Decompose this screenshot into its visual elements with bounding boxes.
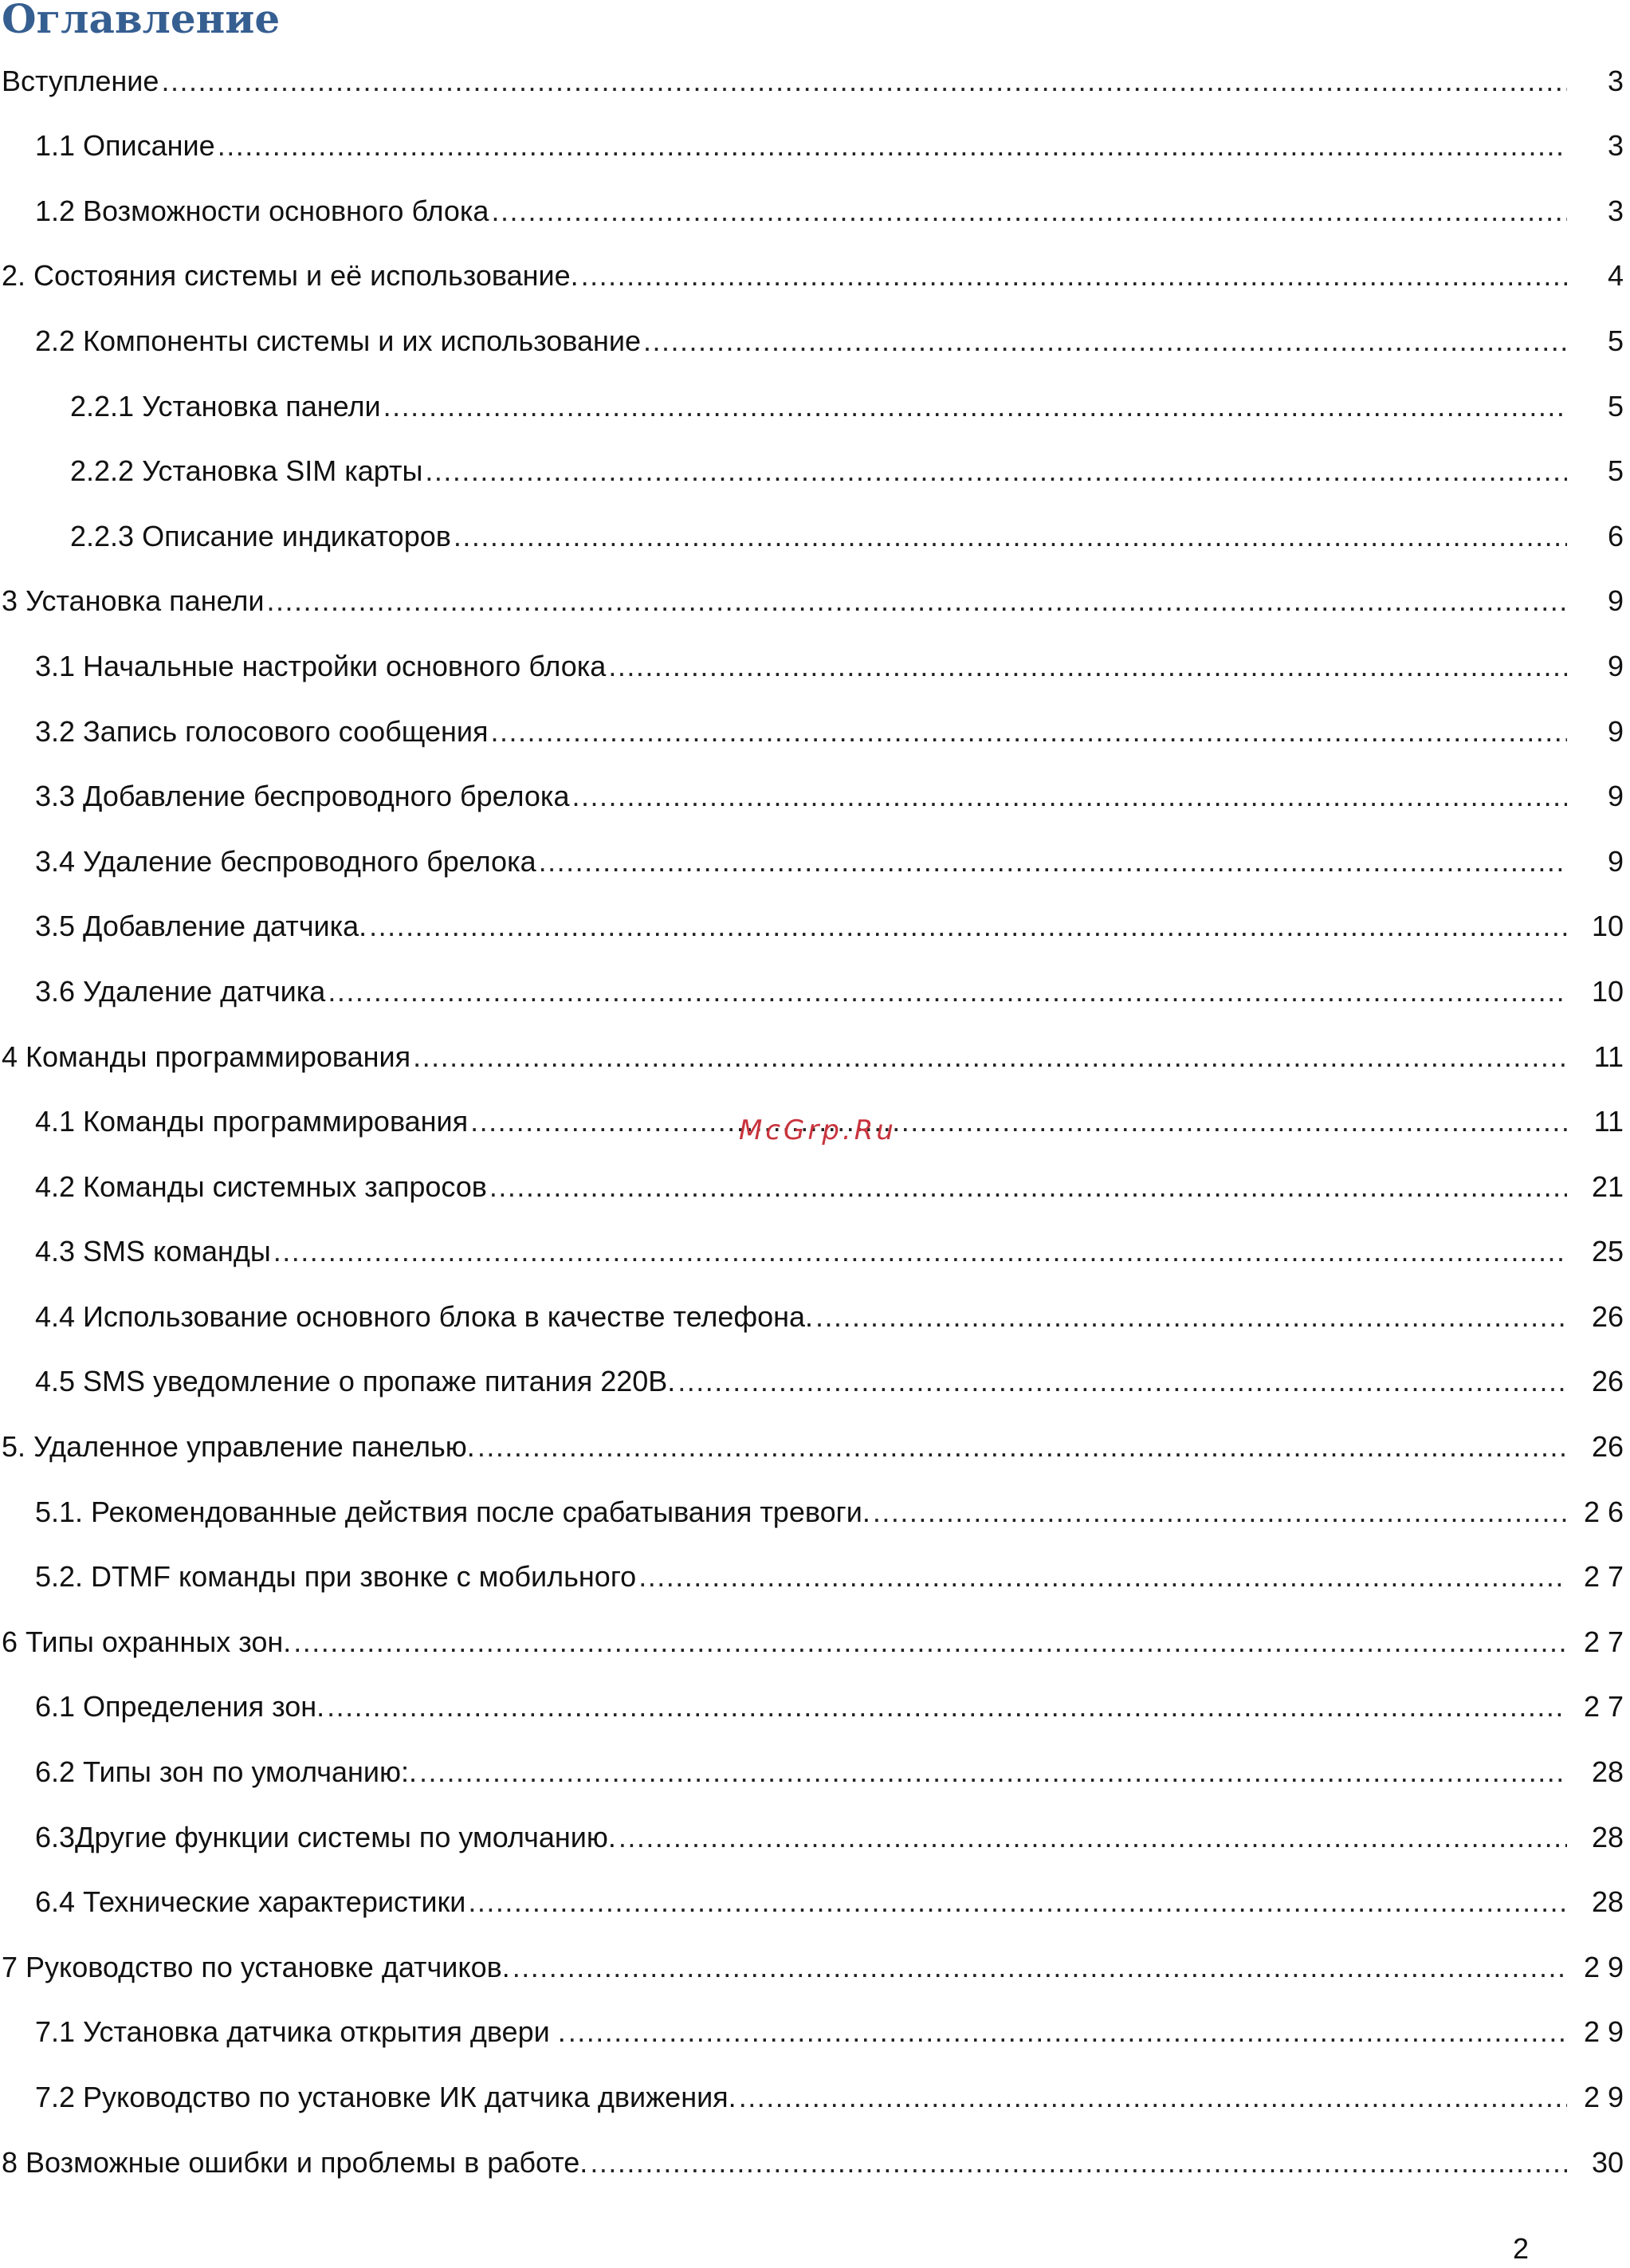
dot-leader — [513, 1950, 1567, 1985]
toc-entry-page: 3 — [1607, 64, 1624, 97]
dot-leader — [419, 1755, 1567, 1790]
dot-leader — [638, 1559, 1567, 1594]
toc-entry[interactable] — [0, 112, 1630, 177]
toc-entry-page: 28 — [1591, 1755, 1624, 1789]
toc-entry-page: 21 — [1591, 1169, 1624, 1203]
dot-leader — [470, 1104, 1567, 1139]
page-number: 2 — [1513, 2232, 1530, 2265]
toc-entry-page: 9 — [1607, 714, 1624, 748]
toc-entry-title: Вступление — [2, 64, 159, 97]
toc-entry-title: 2.2.2 Установка SIM карты — [70, 454, 423, 488]
toc-entry[interactable] — [0, 1932, 1630, 1998]
toc-entry-title: 7 Руководство по установке датчиков. — [2, 1950, 510, 1983]
toc-entry[interactable] — [0, 1282, 1630, 1347]
toc-entry-page: 10 — [1591, 974, 1624, 1008]
toc-entry-page: 26 — [1591, 1430, 1624, 1464]
toc-entry-page: 2 7 — [1583, 1625, 1624, 1658]
toc-entry-page: 4 — [1607, 259, 1624, 293]
dot-leader — [590, 2145, 1567, 2180]
toc-entry-page: 11 — [1593, 1040, 1624, 1073]
dot-leader — [413, 1040, 1567, 1075]
toc-entry-page: 2 9 — [1583, 2081, 1624, 2113]
toc-entry-title: 7.1 Установка датчика открытия двери . — [35, 2015, 566, 2049]
dot-leader — [815, 1299, 1567, 1334]
toc-entry-page: 9 — [1607, 780, 1624, 813]
dot-leader — [678, 1364, 1567, 1399]
toc-entry-page: 5 — [1607, 324, 1624, 357]
dot-leader — [539, 844, 1567, 879]
toc-entry-title: 4.2 Команды системных запросов — [35, 1169, 487, 1203]
toc-entry-title: 3.4 Удаление беспроводного брелока — [35, 844, 536, 878]
toc-entry-title: 2. Состояния системы и её использование. — [2, 259, 579, 293]
toc-entry-title: 3.5 Добавление датчика. — [35, 910, 367, 943]
toc-entry[interactable] — [0, 1543, 1630, 1608]
toc-entry[interactable] — [0, 1998, 1630, 2063]
toc-entry[interactable] — [0, 242, 1630, 307]
toc-entry[interactable] — [0, 176, 1630, 242]
dot-leader — [293, 1625, 1567, 1660]
dot-leader — [619, 1820, 1567, 1855]
dot-leader — [489, 1169, 1567, 1205]
toc-entry-title: 6 Типы охранных зон. — [2, 1625, 292, 1658]
dot-leader — [491, 194, 1567, 229]
toc-entry[interactable] — [0, 306, 1630, 371]
toc-entry-page: 25 — [1591, 1235, 1624, 1268]
toc-entry-title: 3.2 Запись голосового сообщения — [35, 714, 489, 748]
toc-entry-page: 2 6 — [1583, 1495, 1624, 1528]
toc-entry-page: 26 — [1591, 1365, 1624, 1398]
toc-entry-page: 5 — [1607, 454, 1624, 488]
toc-entry[interactable] — [0, 827, 1630, 892]
dot-leader — [454, 519, 1567, 554]
dot-leader — [477, 1429, 1567, 1464]
toc-entry-page: 28 — [1591, 1820, 1624, 1853]
toc-entry-page: 9 — [1607, 844, 1624, 878]
toc-entry-page: 6 — [1607, 519, 1624, 552]
toc-entry-title: 2.2.1 Установка панели — [70, 389, 381, 423]
toc-entry[interactable] — [0, 437, 1630, 502]
dot-leader — [581, 258, 1567, 293]
toc-entry-page: 11 — [1593, 1105, 1624, 1138]
dot-leader — [328, 974, 1567, 1009]
toc-entry[interactable] — [0, 1022, 1630, 1087]
toc-entry-title: 5.2. DTMF команды при звонке с мобильного — [35, 1560, 637, 1594]
toc-entry-title: 7.2 Руководство по установке ИК датчика движения. — [35, 2081, 736, 2113]
toc-entry-title: 2.2.3 Описание индикаторов — [70, 519, 451, 552]
dot-leader — [643, 324, 1567, 359]
toc-entry-title: 8 Возможные ошибки и проблемы в работе. — [2, 2145, 588, 2179]
toc-entry[interactable] — [0, 567, 1630, 632]
toc-entry[interactable] — [0, 501, 1630, 567]
toc-entry-page: 2 7 — [1583, 1690, 1624, 1724]
toc-entry[interactable] — [0, 371, 1630, 437]
toc-entry[interactable] — [0, 1347, 1630, 1413]
watermark: McGrp.Ru — [739, 1114, 897, 1146]
toc-entry-title: 6.3Другие функции системы по умолчанию. — [35, 1820, 616, 1853]
toc-entry[interactable] — [0, 697, 1630, 762]
toc-entry[interactable] — [0, 957, 1630, 1022]
dot-leader — [608, 649, 1567, 684]
dot-leader — [491, 714, 1568, 749]
toc-entry[interactable] — [0, 1868, 1630, 1933]
toc-entry-title: 3 Установка панели — [2, 584, 265, 618]
dot-leader — [273, 1234, 1567, 1269]
toc-entry-title: 3.1 Начальные настройки основного блока — [35, 649, 607, 682]
dot-leader — [468, 1885, 1567, 1920]
toc-entry-title: 2.2 Компоненты системы и их использование — [35, 324, 641, 357]
dot-leader — [425, 454, 1567, 489]
toc-entry-title: 4.4 Использование основного блока в качестве телефона. — [35, 1299, 813, 1333]
toc-entry[interactable] — [0, 1217, 1630, 1283]
dot-leader — [218, 128, 1567, 163]
toc-entry-title: 5. Удаленное управление панелью. — [2, 1430, 475, 1464]
toc-entry-title: 5.1. Рекомендованные действия после срабатывания тревоги. — [35, 1495, 870, 1528]
toc-entry-page: 9 — [1607, 649, 1624, 682]
toc-entry[interactable] — [0, 762, 1630, 827]
toc-entry[interactable] — [0, 2128, 1630, 2193]
toc-entry[interactable] — [0, 1673, 1630, 1738]
toc-entry-title: 4 Команды программирования — [2, 1040, 411, 1073]
toc-entry-page: 10 — [1591, 910, 1624, 943]
toc-entry-page: 5 — [1607, 389, 1624, 423]
dot-leader — [161, 64, 1567, 99]
toc-entry-page: 28 — [1591, 1885, 1624, 1919]
toc-entry-page: 30 — [1591, 2145, 1624, 2179]
toc-entry[interactable] — [0, 1152, 1630, 1217]
toc-entry-title: 6.2 Типы зон по умолчанию:. — [35, 1755, 418, 1789]
toc-entry-title: 1.2 Возможности основного блока — [35, 194, 489, 227]
toc-entry-page: 2 9 — [1583, 1950, 1624, 1983]
toc-entry-page: 3 — [1607, 194, 1624, 227]
toc-entry-title: 6.4 Технические характеристики — [35, 1885, 466, 1919]
dot-leader — [327, 1689, 1567, 1724]
toc-entry[interactable] — [0, 1802, 1630, 1868]
toc-entry-page: 9 — [1607, 584, 1624, 618]
toc-entry[interactable] — [0, 2062, 1630, 2128]
dot-leader — [568, 2014, 1567, 2050]
toc-entry-page: 2 9 — [1583, 2015, 1624, 2049]
dot-leader — [873, 1495, 1567, 1530]
toc-entry[interactable] — [0, 1477, 1630, 1543]
toc-entry-title: 6.1 Определения зон. — [35, 1690, 325, 1724]
toc-entry[interactable] — [0, 1607, 1630, 1673]
toc-entry[interactable] — [0, 46, 1630, 112]
toc-entry-title: 1.1 Описание — [35, 129, 215, 163]
dot-leader — [739, 2080, 1567, 2115]
toc-entry-title: 4.1 Команды программирования — [35, 1105, 469, 1138]
toc-entry-title: 4.5 SMS уведомление о пропаже питания 220В. — [35, 1365, 676, 1398]
dot-leader — [571, 779, 1567, 814]
toc-entry-page: 26 — [1591, 1299, 1624, 1333]
dot-leader — [267, 584, 1567, 619]
dot-leader — [383, 389, 1567, 424]
toc-entry-title: 3.6 Удаление датчика — [35, 974, 326, 1008]
toc-entry[interactable] — [0, 1737, 1630, 1802]
toc-entry[interactable] — [0, 892, 1630, 957]
toc-entry-page: 2 7 — [1583, 1560, 1624, 1594]
toc-entry[interactable] — [0, 631, 1630, 697]
toc-entry-page: 3 — [1607, 129, 1624, 163]
toc-entry-title: 3.3 Добавление беспроводного брелока — [35, 780, 570, 813]
toc-entry-title: 4.3 SMS команды — [35, 1235, 271, 1268]
toc-entry[interactable] — [0, 1412, 1630, 1477]
toc-title: Оглавление — [2, 0, 281, 42]
dot-leader — [369, 909, 1567, 944]
